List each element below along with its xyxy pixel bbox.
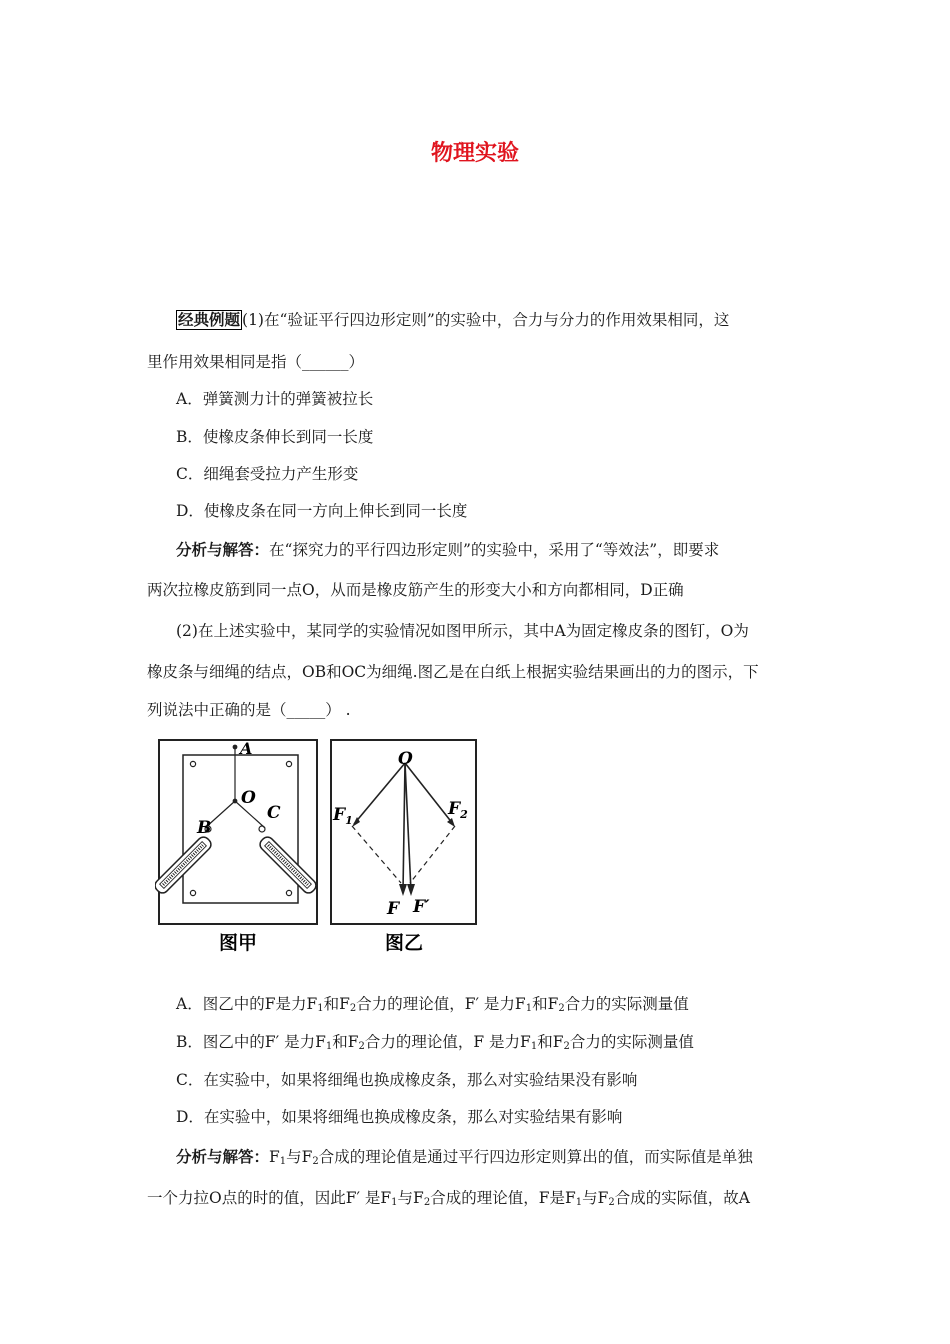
example-tag: 经典例题: [178, 311, 241, 329]
q1-option-b: B．使橡皮条伸长到同一长度: [176, 428, 374, 446]
label-f1: $F_1$: [333, 805, 353, 827]
label-c: C: [267, 803, 281, 823]
analysis-label: 分析与解答：: [176, 541, 270, 559]
caption-jia: 图甲: [219, 932, 258, 954]
q1-option-a: A．弹簧测力计的弹簧被拉长: [176, 390, 374, 408]
q1-option-d: D．使橡皮条在同一方向上伸长到同一长度: [176, 502, 468, 520]
q1-text-2: 里作用效果相同是指（______）: [147, 353, 365, 371]
q2-analysis-1: 分析与解答：$F_1$与$F_2$合成的理论值是通过平行四边形定则算出的值，而实际值是单独: [176, 1148, 753, 1167]
q1-analysis-2: 两次拉橡皮筋到同一点O，从而是橡皮筋产生的形变大小和方向都相同，D正确: [147, 581, 684, 599]
analysis-text-1: 在“探究力的平行四边形定则”的实验中，采用了“等效法”，即要求: [269, 541, 720, 559]
label-b: B: [197, 818, 212, 838]
q2-option-a: A．图乙中的F是力$F_1$和$F_2$合力的理论值，F′ 是力$F_1$和$F_2$合力的实际测量值: [176, 995, 689, 1014]
q1-analysis-1: [176, 539, 719, 561]
q2-text-3: 列说法中正确的是（_____） .: [147, 701, 351, 719]
label-o-yi: O: [398, 749, 413, 769]
q2-option-b: B．图乙中的F′ 是力$F_1$和$F_2$合力的理论值，F 是力$F_1$和$F_2$合力的实际测量值: [176, 1033, 694, 1052]
label-o: O: [241, 788, 256, 808]
q2-option-d: D．在实验中，如果将细绳也换成橡皮条，那么对实验结果有影响: [176, 1108, 623, 1126]
caption-yi: 图乙: [385, 932, 424, 954]
label-f2: $F_2$: [448, 799, 468, 821]
q2-option-c: C．在实验中，如果将细绳也换成橡皮条，那么对实验结果没有影响: [176, 1071, 638, 1089]
q1-line-1: [176, 309, 729, 331]
q1-text-1: (1)在“验证平行四边形定则”的实验中，合力与分力的作用效果相同，这: [242, 311, 730, 329]
q2-text-2: 橡皮条与细绳的结点，OB和OC为细绳.图乙是在白纸上根据实验结果画出的力的图示，下: [147, 663, 759, 681]
page-title: 物理实验: [430, 141, 519, 166]
label-f-prime: F′: [413, 897, 430, 917]
analysis-label-2: 分析与解答：: [176, 1148, 270, 1166]
q2-analysis-2: 一个力拉O点的时的值，因此F′ 是$F_1$与$F_2$合成的理论值，F是$F_1$与$F_2$合成的实际值，故A: [147, 1189, 750, 1208]
q2-text-1: (2)在上述实验中，某同学的实验情况如图甲所示，其中A为固定橡皮条的图钉，O为: [176, 622, 749, 640]
label-f: F: [387, 899, 400, 919]
label-a: A: [240, 739, 253, 758]
figure-yi: [331, 740, 476, 954]
q1-option-c: C．细绳套受拉力产生形变: [176, 465, 359, 483]
experiment-figure: [155, 736, 485, 961]
figure-jia: [155, 739, 318, 954]
